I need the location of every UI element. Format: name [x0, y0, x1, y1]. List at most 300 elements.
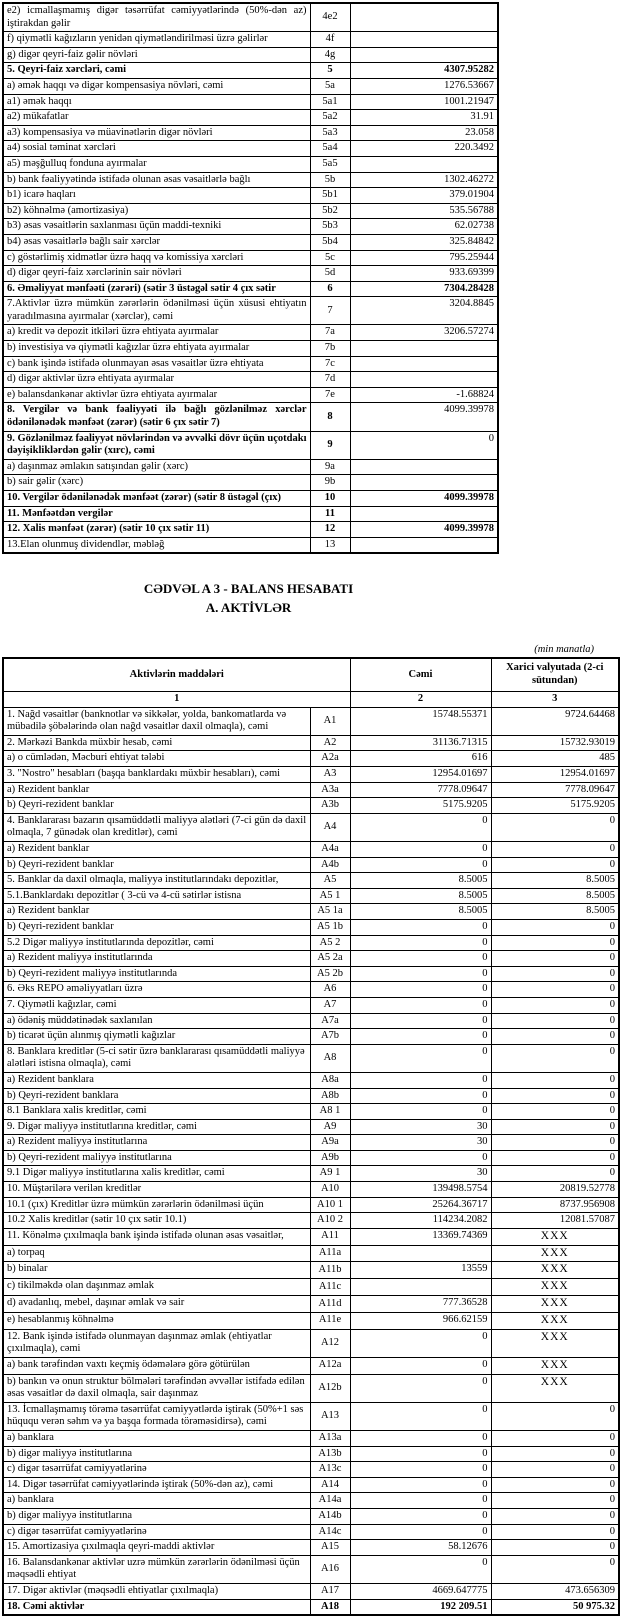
- row-code: A13c: [310, 1462, 350, 1478]
- row-label: a) bank tərəfindən vaxtı keçmiş ödəmələrə görə götürülən: [3, 1357, 310, 1374]
- row-code: 6: [310, 281, 350, 297]
- table-row: [3, 1374, 619, 1402]
- row-code: A6: [310, 982, 350, 998]
- table-row: [3, 904, 619, 920]
- row-label: b) Qeyri-rezident banklar: [3, 857, 310, 873]
- table-row: [3, 506, 498, 522]
- row-value: [350, 47, 498, 63]
- row-code: A16: [310, 1555, 350, 1583]
- row-label: a) o cümlədən, Məcburi ehtiyat tələbi: [3, 751, 310, 767]
- row-value-foreign: 20819.52778: [491, 1182, 619, 1198]
- table-row: [3, 919, 619, 935]
- row-value-total: 616: [350, 751, 491, 767]
- table-row: [3, 1262, 619, 1279]
- row-value-foreign: 473.656309: [491, 1583, 619, 1599]
- table-row: [3, 1477, 619, 1493]
- row-value-foreign: 0: [491, 1072, 619, 1088]
- row-code: A5 1: [310, 888, 350, 904]
- row-value-total: 139498.5754: [350, 1182, 491, 1198]
- table-row: [3, 1228, 619, 1245]
- row-code: A11e: [310, 1312, 350, 1329]
- row-label: 13.Elan olunmuş dividendlər, məbləğ: [3, 537, 310, 553]
- row-label: 10.1 (çıx) Kreditlər üzrə mümkün zərərlərin ödənilməsi üçün: [3, 1197, 310, 1213]
- row-value-foreign: 0: [491, 1462, 619, 1478]
- row-value-total: 777.36528: [350, 1296, 491, 1313]
- table-row: [3, 32, 498, 48]
- row-value-total: 0: [350, 1477, 491, 1493]
- table-row: [3, 1279, 619, 1296]
- row-value-foreign: XXX: [491, 1296, 619, 1313]
- row-code: A15: [310, 1540, 350, 1556]
- row-value-total: 0: [350, 1072, 491, 1088]
- row-label: 5.1.Banklardakı depozitlər ( 3-cü və 4-cü sətirlər istisna: [3, 888, 310, 904]
- row-label: 11. Könəlmə çıxılmaqla bank işində istifadə olunan əsas vəsaitlər,: [3, 1228, 310, 1245]
- row-code: 4f: [310, 32, 350, 48]
- table-row: [3, 1524, 619, 1540]
- row-code: 5a4: [310, 141, 350, 157]
- row-code: A4b: [310, 857, 350, 873]
- table-row: [3, 1088, 619, 1104]
- table-row: [3, 125, 498, 141]
- row-value-foreign: 485: [491, 751, 619, 767]
- table-row: [3, 491, 498, 507]
- row-code: 13: [310, 537, 350, 553]
- row-label: g) digər qeyri-faiz gəlir növləri: [3, 47, 310, 63]
- row-label: d) digər aktivlər üzrə ehtiyata ayırmalar: [3, 372, 310, 388]
- table-row: [3, 188, 498, 204]
- row-value-total: 0: [350, 982, 491, 998]
- row-label: 10.2 Xalis kreditlər (sətir 10 çıx sətir 10.1): [3, 1213, 310, 1229]
- row-code: 7d: [310, 372, 350, 388]
- table-row: [3, 798, 619, 814]
- row-value-total: 0: [350, 857, 491, 873]
- row-value-foreign: 8737.956908: [491, 1197, 619, 1213]
- row-value-foreign: 0: [491, 1104, 619, 1120]
- row-code: 5b4: [310, 234, 350, 250]
- table-row: [3, 1493, 619, 1509]
- row-label: 8.1 Banklara xalis kreditlər, cəmi: [3, 1104, 310, 1120]
- row-label: 12. Xalis mənfəət (zərər) (sətir 10 çıx sətir 11): [3, 522, 310, 538]
- assets-section-title: A. AKTİVLƏR: [205, 600, 292, 616]
- row-label: b) digər maliyyə institutlarına: [3, 1446, 310, 1462]
- row-code: 12: [310, 522, 350, 538]
- row-code: 5a5: [310, 156, 350, 172]
- assets-table-rows: [3, 707, 619, 1615]
- row-value-total: 0: [350, 1013, 491, 1029]
- table-row: [3, 1462, 619, 1478]
- row-value-foreign: 15732.93019: [491, 735, 619, 751]
- row-value-foreign: XXX: [491, 1228, 619, 1245]
- row-value-total: 966.62159: [350, 1312, 491, 1329]
- row-code: A7: [310, 997, 350, 1013]
- row-code: 5a: [310, 78, 350, 94]
- row-value-foreign: 0: [491, 857, 619, 873]
- assets-header-col-number-2: 2: [350, 692, 491, 708]
- assets-table: [2, 657, 620, 1616]
- row-value-total: 0: [350, 1088, 491, 1104]
- row-value-foreign: 0: [491, 1029, 619, 1045]
- row-value-foreign: XXX: [491, 1245, 619, 1262]
- row-value: [350, 475, 498, 491]
- row-value-foreign: 9724.64468: [491, 707, 619, 735]
- row-code: 5a3: [310, 125, 350, 141]
- row-code: A2: [310, 735, 350, 751]
- table-row: [3, 475, 498, 491]
- row-label: c) bank işində istifadə olunmayan əsas vəsaitlər üzrə ehtiyata: [3, 356, 310, 372]
- row-value-foreign: 0: [491, 997, 619, 1013]
- row-value-total: 31136.71315: [350, 735, 491, 751]
- table-row: [3, 250, 498, 266]
- row-label: 15. Amortizasiya çıxılmaqla qeyri-maddi aktivlər: [3, 1540, 310, 1556]
- row-label: c) göstərlimiş xidmətlər üzrə haqq və komissiya xərcləri: [3, 250, 310, 266]
- row-value-foreign: 0: [491, 966, 619, 982]
- table-row: [3, 403, 498, 431]
- row-code: 7: [310, 297, 350, 325]
- row-value: 23.058: [350, 125, 498, 141]
- row-code: 5b2: [310, 203, 350, 219]
- row-value-total: 0: [350, 813, 491, 841]
- row-code: A10 1: [310, 1197, 350, 1213]
- row-value-foreign: 0: [491, 1150, 619, 1166]
- row-label: 9.1 Digər maliyyə institutlarına xalis kreditlər, cəmi: [3, 1166, 310, 1182]
- row-label: 8. Vergilər və bank fəaliyyəti ilə bağlı gözlənilməz xərclər ödənilənədək mənfəət (zərər) (sətir 6 çıx sətir 7): [3, 403, 310, 431]
- table-row: [3, 1402, 619, 1430]
- row-code: A8: [310, 1044, 350, 1072]
- row-value-foreign: 0: [491, 1044, 619, 1072]
- table-row: [3, 888, 619, 904]
- row-code: A4: [310, 813, 350, 841]
- row-label: e) hesablanmış köhnəlmə: [3, 1312, 310, 1329]
- row-code: 5a1: [310, 94, 350, 110]
- table-row: [3, 1119, 619, 1135]
- row-value: [350, 32, 498, 48]
- row-value: [350, 356, 498, 372]
- table-row: [3, 997, 619, 1013]
- row-value: [350, 341, 498, 357]
- row-value: 0: [350, 431, 498, 459]
- row-code: A14a: [310, 1493, 350, 1509]
- row-value: -1.68824: [350, 387, 498, 403]
- row-value-foreign: 0: [491, 1088, 619, 1104]
- row-value-total: 0: [350, 935, 491, 951]
- table-row: [3, 1213, 619, 1229]
- row-value-total: 114234.2082: [350, 1213, 491, 1229]
- table-row: [3, 857, 619, 873]
- table-row: [3, 842, 619, 858]
- row-code: A5 2: [310, 935, 350, 951]
- row-value-total: [350, 1245, 491, 1262]
- row-label: b4) əsas vəsaitlərlə bağlı sair xərclər: [3, 234, 310, 250]
- row-value-total: 13369.74369: [350, 1228, 491, 1245]
- row-code: 5b3: [310, 219, 350, 235]
- row-label: b) Qeyri-rezident maliyyə institutlarında: [3, 966, 310, 982]
- row-value: 1001.21947: [350, 94, 498, 110]
- row-value-total: 0: [350, 1555, 491, 1583]
- row-value-foreign: 7778.09647: [491, 782, 619, 798]
- row-label: b) ticarət üçün alınmış qiymətli kağızlar: [3, 1029, 310, 1045]
- row-value-foreign: 0: [491, 842, 619, 858]
- row-label: c) digər təsərrüfat cəmiyyətlərinə: [3, 1462, 310, 1478]
- row-value-foreign: 0: [491, 1135, 619, 1151]
- row-label: 1. Nağd vəsaitlər (banknotlar və sikkələr, yolda, bankomatlarda və mübadilə şöbələrində olan nağd vəsaitlər daxil olmaqla), cəmi: [3, 707, 310, 735]
- row-label: a) Rezident banklar: [3, 782, 310, 798]
- row-code: A13: [310, 1402, 350, 1430]
- table-row: [3, 1029, 619, 1045]
- table-row: [3, 1555, 619, 1583]
- row-value-foreign: 0: [491, 1402, 619, 1430]
- row-code: 9b: [310, 475, 350, 491]
- table-row: [3, 537, 498, 553]
- row-label: b) binalar: [3, 1262, 310, 1279]
- row-value-foreign: 0: [491, 1524, 619, 1540]
- row-code: A14b: [310, 1508, 350, 1524]
- row-value-foreign: 0: [491, 951, 619, 967]
- row-label: b) Qeyri-rezident maliyyə institutlarına: [3, 1150, 310, 1166]
- row-value: [350, 537, 498, 553]
- row-code: A12: [310, 1329, 350, 1357]
- table-row: [3, 707, 619, 735]
- row-label: b) Qeyri-rezident banklar: [3, 919, 310, 935]
- row-value: 1276.53667: [350, 78, 498, 94]
- row-label: d) digər qeyri-faiz xərclərinin sair növləri: [3, 266, 310, 282]
- row-label: 7.Aktivlər üzrə mümkün zərərlərin ödənilməsi üçün xüsusi ehtiyatın yaradılmasına ayırmalar (xərclər), cəmi: [3, 297, 310, 325]
- row-label: a) əmək haqqı və digər kompensasiya növləri, cəmi: [3, 78, 310, 94]
- table-row: [3, 172, 498, 188]
- row-value: 7304.28428: [350, 281, 498, 297]
- row-label: b3) əsas vəsaitlərin saxlanması üçün maddi-texniki: [3, 219, 310, 235]
- row-label: 9. Digər maliyyə institutlarına kreditlər, cəmi: [3, 1119, 310, 1135]
- row-label: b2) köhnəlmə (amortizasiya): [3, 203, 310, 219]
- row-code: A10 2: [310, 1213, 350, 1229]
- row-code: A5 1a: [310, 904, 350, 920]
- table-row: [3, 1245, 619, 1262]
- table-row: [3, 813, 619, 841]
- table-row: [3, 78, 498, 94]
- row-value-total: 0: [350, 1508, 491, 1524]
- table-row: [3, 982, 619, 998]
- row-value-foreign: XXX: [491, 1279, 619, 1296]
- row-label: a) daşınmaz əmlakın satışından gəlir (xərc): [3, 459, 310, 475]
- row-code: 7c: [310, 356, 350, 372]
- row-value-total: 0: [350, 1357, 491, 1374]
- table-row: [3, 935, 619, 951]
- row-label: b) bank fəaliyyətində istifadə olunan əsas vəsaitlərlə bağlı: [3, 172, 310, 188]
- table-row: [3, 110, 498, 126]
- table-row: [3, 1044, 619, 1072]
- table-row: [3, 234, 498, 250]
- row-code: A1: [310, 707, 350, 735]
- row-label: a) torpaq: [3, 1245, 310, 1262]
- table-row: [3, 1197, 619, 1213]
- row-value-total: 25264.36717: [350, 1197, 491, 1213]
- row-label: a3) kompensasiya və müavinətlərin digər növləri: [3, 125, 310, 141]
- row-code: A5 2b: [310, 966, 350, 982]
- table-row: [3, 1135, 619, 1151]
- row-code: A9 1: [310, 1166, 350, 1182]
- row-code: 5d: [310, 266, 350, 282]
- row-code: 8: [310, 403, 350, 431]
- row-value-total: 0: [350, 1329, 491, 1357]
- row-code: 9: [310, 431, 350, 459]
- table-row: [3, 219, 498, 235]
- assets-header-items: Aktivlərin maddələri: [3, 658, 350, 692]
- row-label: 6. Əməliyyat mənfəəti (zərəri) (sətir 3 üstəgəl sətir 4 çıx sətir: [3, 281, 310, 297]
- row-label: a) Rezident banklara: [3, 1072, 310, 1088]
- row-label: a) kredit və depozit itkiləri üzrə ehtiyata ayırmalar: [3, 325, 310, 341]
- row-value-total: 8.5005: [350, 904, 491, 920]
- row-code: A3a: [310, 782, 350, 798]
- row-value-foreign: XXX: [491, 1357, 619, 1374]
- row-label: 6. Əks REPO əməliyyatları üzrə: [3, 982, 310, 998]
- row-value-foreign: 8.5005: [491, 904, 619, 920]
- assets-table-header: [3, 658, 619, 707]
- row-code: A11c: [310, 1279, 350, 1296]
- row-value-total: 0: [350, 842, 491, 858]
- table-row: [3, 459, 498, 475]
- row-code: A8b: [310, 1088, 350, 1104]
- table-row: [3, 1430, 619, 1446]
- row-value-foreign: 0: [491, 1166, 619, 1182]
- row-code: A9a: [310, 1135, 350, 1151]
- table-row: [3, 47, 498, 63]
- table-row: [3, 522, 498, 538]
- row-code: 5: [310, 63, 350, 79]
- row-value-total: 0: [350, 919, 491, 935]
- row-value-total: 0: [350, 1104, 491, 1120]
- table-row: [3, 767, 619, 783]
- row-value-foreign: XXX: [491, 1262, 619, 1279]
- row-value: 3204.8845: [350, 297, 498, 325]
- row-label: c) digər təsərrüfat cəmiyyətlərinə: [3, 1524, 310, 1540]
- row-code: A3: [310, 767, 350, 783]
- table-row: [3, 966, 619, 982]
- row-value: 3206.57274: [350, 325, 498, 341]
- row-code: A9b: [310, 1150, 350, 1166]
- row-value: [350, 156, 498, 172]
- row-value-total: 30: [350, 1166, 491, 1182]
- row-value-total: 0: [350, 1150, 491, 1166]
- row-label: a2) mükafatlar: [3, 110, 310, 126]
- row-value-total: 0: [350, 951, 491, 967]
- row-code: A9: [310, 1119, 350, 1135]
- row-code: A5 1b: [310, 919, 350, 935]
- assets-header-col-number-3: 3: [491, 692, 619, 708]
- table-row: [3, 94, 498, 110]
- row-value-total: 192 209.51: [350, 1599, 491, 1615]
- table-row: [3, 1166, 619, 1182]
- row-label: 7. Qiymətli kağızlar, cəmi: [3, 997, 310, 1013]
- row-code: 5a2: [310, 110, 350, 126]
- row-code: 4e2: [310, 3, 350, 32]
- income-statement-rows: [3, 3, 498, 553]
- row-value-foreign: 8.5005: [491, 873, 619, 889]
- row-code: A12b: [310, 1374, 350, 1402]
- row-label: 16. Balansdankənar aktivlər uzrə mümkün zərərlərin ödənilməsi üçün məqsədli ehtiyat: [3, 1555, 310, 1583]
- row-value-total: 8.5005: [350, 888, 491, 904]
- row-value: [350, 506, 498, 522]
- table-row: [3, 1104, 619, 1120]
- row-value-total: 4669.647775: [350, 1583, 491, 1599]
- table-row: [3, 1508, 619, 1524]
- row-label: c) tikilməkdə olan daşınmaz əmlak: [3, 1279, 310, 1296]
- row-label: 3. "Nostro" hesabları (başqa banklardakı müxbir hesabları), cəmi: [3, 767, 310, 783]
- assets-header-foreign: Xarici valyutada (2-ci sütundan): [491, 658, 619, 692]
- assets-header-total: Cəmi: [350, 658, 491, 692]
- row-code: A11b: [310, 1262, 350, 1279]
- table-row: [3, 1072, 619, 1088]
- table-row: [3, 1357, 619, 1374]
- table-row: [3, 1583, 619, 1599]
- row-code: A12a: [310, 1357, 350, 1374]
- row-value: 62.02738: [350, 219, 498, 235]
- row-value-total: 58.12676: [350, 1540, 491, 1556]
- row-label: b) Qeyri-rezident banklar: [3, 798, 310, 814]
- row-value-foreign: 0: [491, 1508, 619, 1524]
- row-value: 1302.46272: [350, 172, 498, 188]
- table-row: [3, 341, 498, 357]
- table-row: [3, 1013, 619, 1029]
- row-value-total: 0: [350, 1029, 491, 1045]
- row-value-total: 13559: [350, 1262, 491, 1279]
- row-label: 12. Bank işində istifadə olunmayan daşınmaz əmlak (ehtiyatlar çıxılmaqla), cəmi: [3, 1329, 310, 1357]
- row-label: a4) sosial təminat xərcləri: [3, 141, 310, 157]
- table-row: [3, 3, 498, 32]
- row-code: A5 2a: [310, 951, 350, 967]
- row-label: 5.2 Digər maliyyə institutlarında depozitlər, cəmi: [3, 935, 310, 951]
- row-value-total: 0: [350, 966, 491, 982]
- table-row: [3, 431, 498, 459]
- row-value: 325.84842: [350, 234, 498, 250]
- row-code: A5: [310, 873, 350, 889]
- table-row: [3, 156, 498, 172]
- row-value-total: 5175.9205: [350, 798, 491, 814]
- row-label: a5) məşğulluq fonduna ayırmalar: [3, 156, 310, 172]
- table-row: [3, 1329, 619, 1357]
- row-value: 933.69399: [350, 266, 498, 282]
- row-label: a) ödəniş müddətinədək saxlanılan: [3, 1013, 310, 1029]
- row-label: 5. Banklar da daxil olmaqla, maliyyə institutlarındakı depozitlər,: [3, 873, 310, 889]
- row-label: b) digər maliyyə institutlarına: [3, 1508, 310, 1524]
- row-value-total: 0: [350, 1044, 491, 1072]
- row-value-total: 0: [350, 1524, 491, 1540]
- row-label: a) Rezident maliyyə institutlarına: [3, 1135, 310, 1151]
- row-value-total: 0: [350, 1374, 491, 1402]
- row-value-foreign: 0: [491, 935, 619, 951]
- table-row: [3, 1540, 619, 1556]
- row-code: A4a: [310, 842, 350, 858]
- table-row: [3, 387, 498, 403]
- row-value-foreign: 0: [491, 1119, 619, 1135]
- row-value-foreign: 0: [491, 1446, 619, 1462]
- row-label: 4. Banklararası bazarın qısamüddətli maliyyə alətləri (7-ci gün də daxil olmaqla, 7 günədək olan kreditlər), cəmi: [3, 813, 310, 841]
- table-row: [3, 735, 619, 751]
- row-value-total: 0: [350, 1462, 491, 1478]
- row-code: A2a: [310, 751, 350, 767]
- row-label: 5. Qeyri-faiz xərcləri, cəmi: [3, 63, 310, 79]
- row-value-foreign: 12954.01697: [491, 767, 619, 783]
- row-label: a) Rezident banklar: [3, 904, 310, 920]
- row-value-total: 30: [350, 1119, 491, 1135]
- table-row: [3, 281, 498, 297]
- row-code: 9a: [310, 459, 350, 475]
- table-row: [3, 266, 498, 282]
- row-code: 11: [310, 506, 350, 522]
- row-code: 7e: [310, 387, 350, 403]
- row-code: A7a: [310, 1013, 350, 1029]
- row-code: A8a: [310, 1072, 350, 1088]
- table-row: [3, 63, 498, 79]
- row-value-foreign: 12081.57087: [491, 1213, 619, 1229]
